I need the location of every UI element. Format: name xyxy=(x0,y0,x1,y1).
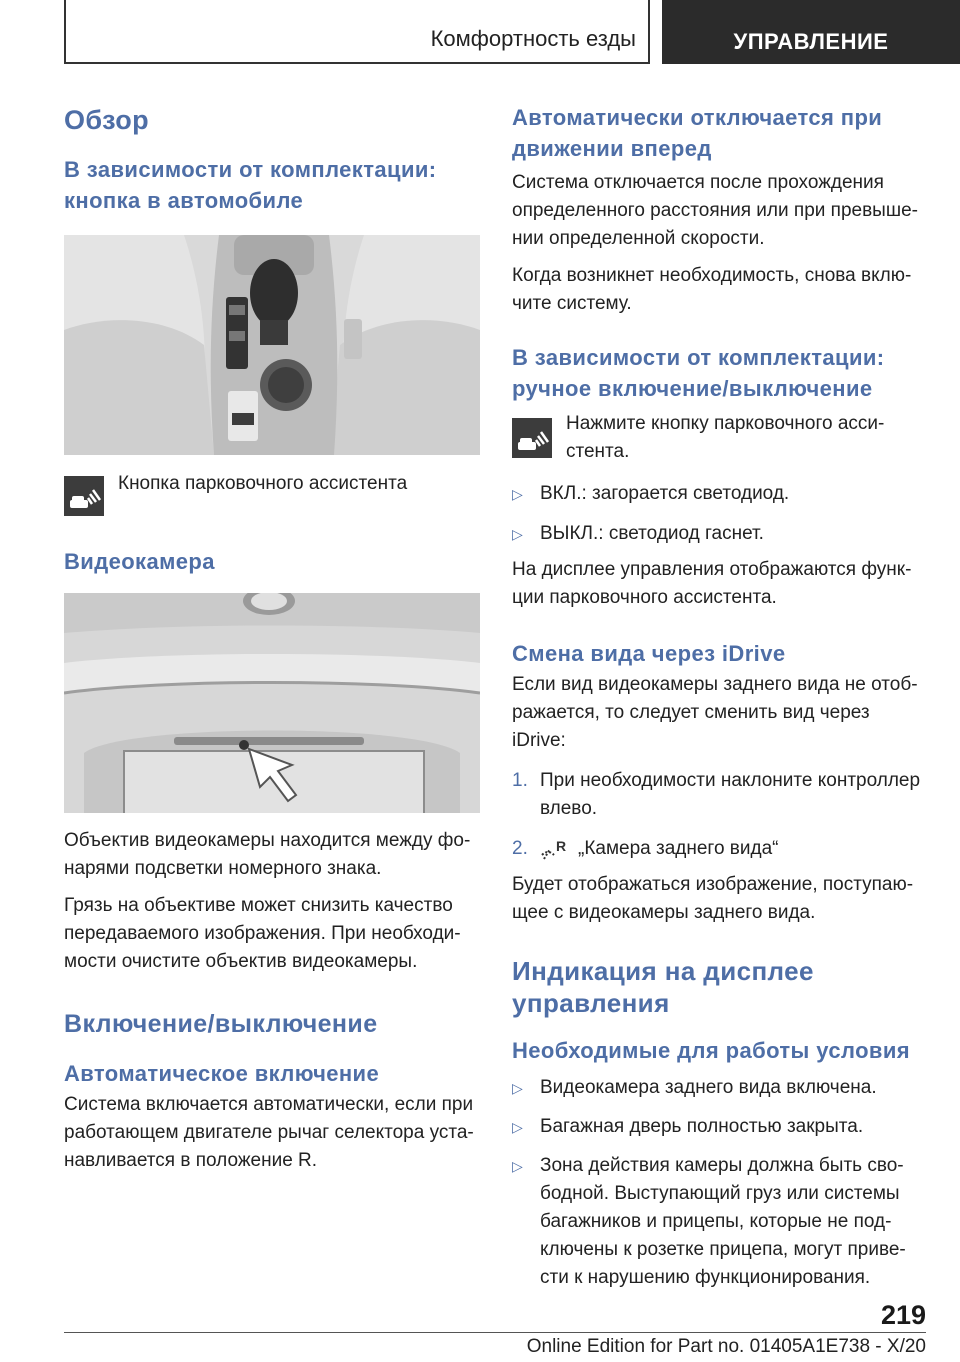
manual-bullet-list xyxy=(512,480,926,548)
step-number: 1. xyxy=(512,770,528,791)
condition-text: Зона действия камеры должна быть сво-бодной. Выступающий груз или системы багажников и прицепы, которые не под-ключены к розетке прицепа, могут приве-сти к нарушению функционирования. xyxy=(540,1155,906,1288)
footer-divider xyxy=(64,1332,926,1333)
idrive-step-2-text: „Камера заднего вида“ xyxy=(578,838,779,859)
idrive-steps xyxy=(512,767,926,863)
conditions-list xyxy=(512,1074,926,1292)
auto-on-heading: Автоматическое включение xyxy=(64,1061,380,1086)
manual-bullet-off xyxy=(512,520,926,548)
step-number: 2. xyxy=(512,838,528,859)
idrive-step-2 xyxy=(512,835,926,863)
triangle-bullet-icon: ▷ xyxy=(512,1080,523,1096)
page-number: 219 xyxy=(880,1300,926,1330)
manual-heading: В зависимости от комплектации: ручное включение/выключение xyxy=(512,345,885,401)
parking-assistant-icon xyxy=(512,418,552,458)
manual-instruction-row xyxy=(512,413,926,466)
triangle-bullet-icon: ▷ xyxy=(512,486,523,502)
page-header xyxy=(0,0,960,64)
header-section-title: Комфортность езды xyxy=(430,26,636,51)
equipment-heading: В зависимости от комплектации: кнопка в автомобиле xyxy=(64,157,437,213)
parking-button-caption-row xyxy=(64,474,480,516)
condition-item xyxy=(512,1152,926,1292)
condition-text: Видеокамера заднего вида включена. xyxy=(540,1077,877,1098)
right-column xyxy=(512,100,926,1292)
rear-camera-icon xyxy=(540,837,570,861)
triangle-bullet-icon: ▷ xyxy=(512,526,523,542)
camera-heading: Видеокамера xyxy=(64,549,215,574)
auto-off-paragraph-2: Когда возникнет необходимость, снова вклю-чите систему. xyxy=(512,265,912,314)
auto-on-text: Система включается автоматически, если при работающем двигателе рычаг селектора уста-навливается в положение R. xyxy=(64,1094,474,1171)
manual-after-text: На дисплее управления отображаются функ-ции парковочного ассистента. xyxy=(512,559,912,608)
manual-bullet-off-text: ВЫКЛ.: светодиод гаснет. xyxy=(540,523,764,544)
display-heading: Индикация на дисплее управления xyxy=(512,956,814,1018)
idrive-step-1 xyxy=(512,767,926,823)
onoff-heading: Включение/выключение xyxy=(64,1010,378,1038)
idrive-heading: Смена вида через iDrive xyxy=(512,641,786,666)
overview-title: Обзор xyxy=(64,105,150,135)
header-chapter-tab: УПРАВЛЕНИЕ xyxy=(662,0,960,64)
idrive-after-text: Будет отображаться изображение, поступаю-щее с видеокамеры заднего вида. xyxy=(512,874,914,923)
triangle-bullet-icon: ▷ xyxy=(512,1158,523,1174)
camera-paragraph-2: Грязь на объективе может снизить качество передаваемого изображения. При необходи-мости очистите объектив видеокамеры. xyxy=(64,895,461,972)
rear-camera-photo xyxy=(64,593,480,813)
manual-bullet-on xyxy=(512,480,926,508)
condition-item xyxy=(512,1074,926,1102)
manual-bullet-on-text: ВКЛ.: загорается светодиод. xyxy=(540,483,790,504)
camera-paragraph-1: Объектив видеокамеры находится между фо-нарями подсветки номерного знака. xyxy=(64,830,471,879)
parking-button-caption: Кнопка парковочного ассистента xyxy=(118,473,408,494)
footer-edition: Online Edition for Part no. 01405A1E738 - X/20 xyxy=(526,1336,926,1357)
center-console-photo xyxy=(64,235,480,455)
auto-off-paragraph-1: Система отключается после прохождения определенного расстояния или при превыше-нии определенной скорости. xyxy=(512,172,918,249)
idrive-text: Если вид видеокамеры заднего вида не отоб-ражается, то следует сменить вид через iDrive: xyxy=(512,674,918,751)
condition-item xyxy=(512,1113,926,1141)
parking-assistant-icon xyxy=(64,476,104,516)
triangle-bullet-icon: ▷ xyxy=(512,1119,523,1135)
auto-off-heading: Автоматически отключается при движении вперед xyxy=(512,105,883,161)
idrive-step-1-text: При необходимости наклоните контроллер влево. xyxy=(540,770,921,819)
conditions-heading: Необходимые для работы условия xyxy=(512,1038,910,1063)
condition-text: Багажная дверь полностью закрыта. xyxy=(540,1116,864,1137)
svg-text:R: R xyxy=(556,838,567,854)
manual-instruction: Нажмите кнопку парковочного асси-стента. xyxy=(566,413,885,462)
left-column xyxy=(64,100,480,1175)
